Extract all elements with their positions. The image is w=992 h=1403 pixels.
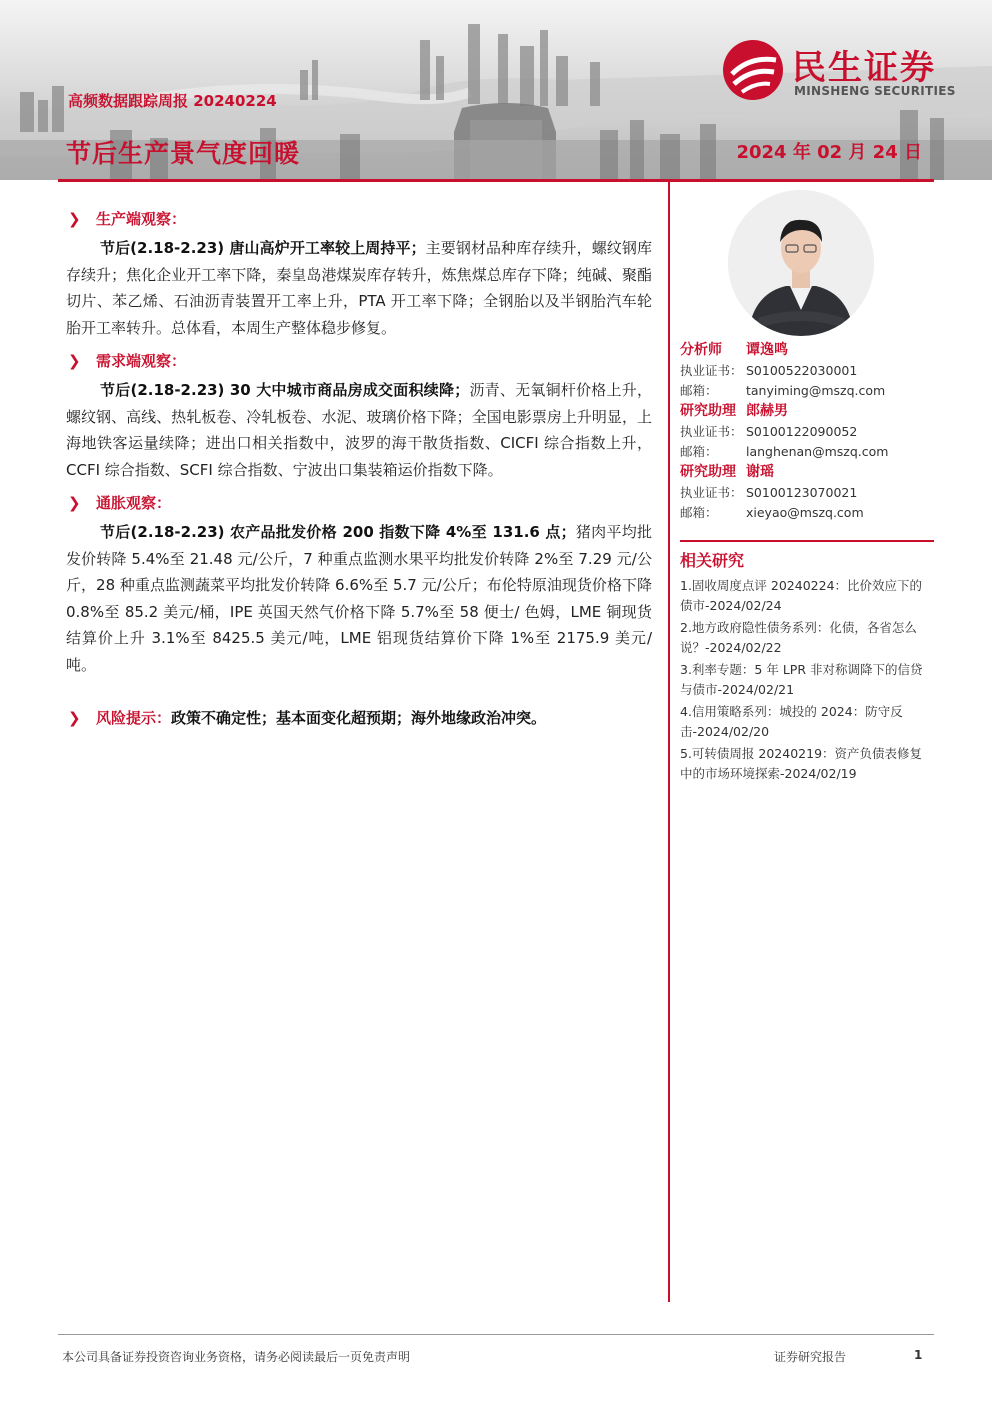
analyst-cert-row: 执业证书： S0100522030001 [680, 363, 858, 378]
analyst-photo [728, 190, 874, 336]
related-research-item[interactable]: 3.利率专题：5 年 LPR 非对称调降下的信贷与债市-2024/02/21 [680, 662, 923, 697]
analyst-email-row: 邮箱： tanyiming@mszq.com [680, 383, 886, 398]
analyst-name-row: 分析师 谭逸鸣 [680, 342, 788, 358]
analyst-name-row: 研究助理 郎赫男 [680, 403, 788, 419]
header-divider [58, 179, 934, 182]
section-heading-production: ❯ 生产端观察： [66, 205, 652, 233]
person-portrait-icon [728, 190, 874, 336]
chevron-right-icon: ❯ [68, 494, 81, 512]
analyst-email-row: 邮箱： langhenan@mszq.com [680, 444, 889, 459]
analyst-list [680, 340, 934, 523]
chevron-right-icon: ❯ [68, 709, 81, 727]
related-divider [680, 540, 934, 542]
analyst-email[interactable]: langhenan@mszq.com [746, 444, 889, 459]
section-heading-demand: ❯ 需求端观察： [66, 347, 652, 375]
related-research-item[interactable]: 1.固收周度点评 20240224：比价效应下的债市-2024/02/24 [680, 578, 923, 613]
related-research-list [680, 576, 928, 786]
analyst-name-row: 研究助理 谢瑶 [680, 464, 774, 480]
chevron-right-icon: ❯ [68, 352, 81, 370]
main-content [66, 205, 652, 732]
footer-disclaimer: 本公司具备证券投资咨询业务资格，请务必阅读最后一页免责声明 [62, 1350, 411, 1364]
minsheng-logo-icon [720, 38, 786, 102]
analyst-email[interactable]: xieyao@mszq.com [746, 505, 864, 520]
column-divider [668, 182, 670, 1302]
related-research-item[interactable]: 2.地方政府隐性债务系列：化债，各省怎么说？-2024/02/22 [680, 620, 917, 655]
series-title: 高频数据跟踪周报 20240224 [68, 92, 277, 110]
analyst-cert-row: 执业证书： S0100122090052 [680, 424, 858, 439]
section-body-inflation: 节后(2.18-2.23) 农产品批发价格 200 指数下降 4%至 131.6 点；猪肉平均批发价转降 5.4%至 21.48 元/公斤，7 种重点监测水果平均批发价转降 2%至 7.29 元/公斤，28 种重点监测蔬菜平均批发价转降 6.6%至 5.7 元/公斤；布伦特原油现货价格下降 0.8%至 85.2 美元/桶，IPE 英国天然气价格下降 5.7%至 58 便士/ 色姆，LME 铜现货结算价上升 3.1%至 8425.5 美元/吨，LME 铝现货结算价下降 1%至 2175.9 美元/吨。 [66, 523, 652, 674]
section-heading-inflation: ❯ 通胀观察： [66, 489, 652, 517]
related-research-item[interactable]: 4.信用策略系列：城投的 2024：防守反击-2024/02/20 [680, 704, 903, 739]
chevron-right-icon: ❯ [68, 210, 81, 228]
related-research-heading: 相关研究 [680, 551, 745, 570]
footer-doc-type: 证券研究报告 [774, 1350, 847, 1364]
analyst-email[interactable]: tanyiming@mszq.com [746, 383, 886, 398]
brand-logo [720, 38, 970, 102]
section-body-demand: 节后(2.18-2.23) 30 大中城市商品房成交面积续降；沥青、无氧铜杆价格上升，螺纹钢、高线、热轧板卷、冷轧板卷、水泥、玻璃价格下降；全国电影票房上升明显，上海地铁客运量续降；进出口相关指数中，波罗的海干散货指数、CICFI 综合指数上升，CCFI 综合指数、SCFI 综合指数、宁波出口集装箱运价指数下降。 [66, 381, 652, 479]
report-date: 2024 年 02 月 24 日 [736, 142, 922, 163]
logo-text-en: MINSHENG SECURITIES [794, 84, 956, 98]
risk-warning: ❯ 风险提示：政策不确定性；基本面变化超预期；海外地缘政治冲突。 [66, 704, 652, 732]
analyst-email-row: 邮箱： xieyao@mszq.com [680, 505, 864, 520]
related-research-item[interactable]: 5.可转债周报 20240219：资产负债表修复中的市场环境探索-2024/02/19 [680, 746, 923, 781]
analyst-cert-row: 执业证书： S0100123070021 [680, 485, 858, 500]
footer-divider [58, 1334, 934, 1335]
section-body-production: 节后(2.18-2.23) 唐山高炉开工率较上周持平；主要钢材品种库存续升，螺纹钢库存续升；焦化企业开工率下降，秦皇岛港煤炭库存转升，炼焦煤总库存下降；纯碱、聚酯切片、苯乙烯、石油沥青装置开工率上升，PTA 开工率下降；全钢胎以及半钢胎汽车轮胎开工率转升。总体看，本周生产整体稳步修复。 [66, 239, 652, 337]
page-number: 1 [914, 1348, 923, 1362]
page-title: 节后生产景气度回暖 [66, 139, 301, 168]
logo-text-cn: 民生证券 [792, 48, 936, 88]
